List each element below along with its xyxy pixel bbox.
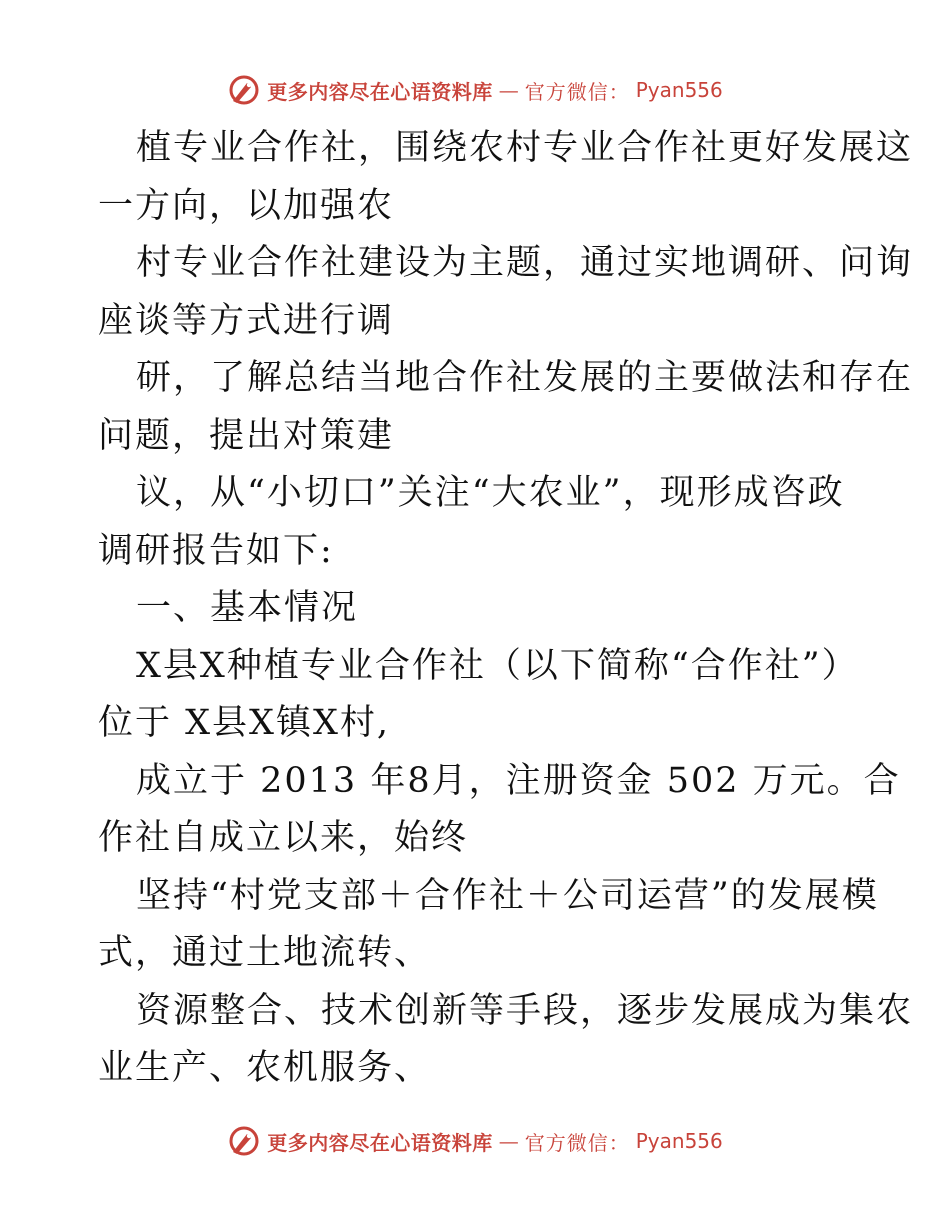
paragraph-line: X县X种植专业合作社（以下简称“合作社”）	[136, 645, 859, 686]
paragraph-line: 问题，提出对策建	[98, 415, 395, 456]
paragraph-line: 式，通过土地流转、	[98, 933, 432, 973]
paragraph-line: 座谈等方式进行调	[98, 300, 395, 341]
paragraph-line: 一方向，以加强农	[98, 185, 395, 226]
paragraph-line: 位于 X县X镇X村,	[98, 703, 391, 743]
watermark-wechat-label: 官方微信：	[524, 79, 630, 104]
paragraph-line: 研，了解总结当地合作社发展的主要做法和存在	[136, 358, 914, 398]
paragraph-line: 调研报告如下:	[98, 530, 334, 571]
paragraph-line: 议，从“小切口”关注“大农业”，现形成咨政	[136, 473, 845, 513]
paragraph-line: 植专业合作社，围绕农村专业合作社更好发展这	[136, 128, 914, 168]
watermark-wechat-label: 官方微信：	[524, 1130, 630, 1155]
pen-nib-logo-icon	[227, 1124, 261, 1158]
section-heading: 一、基本情况	[136, 588, 359, 628]
watermark-wechat-id: Pyan556	[635, 78, 723, 102]
pen-nib-logo-icon	[227, 73, 261, 107]
watermark-separator: —	[498, 1129, 519, 1153]
paragraph-line: 作社自成立以来，始终	[98, 818, 469, 858]
paragraph-line: 成立于 2013 年8月，注册资金 502 万元。合	[136, 760, 901, 801]
header-watermark	[0, 70, 950, 110]
watermark-main-text: 更多内容尽在心语资料库	[267, 1130, 493, 1155]
paragraph-line: 业生产、农机服务、	[98, 1048, 432, 1088]
watermark-separator: —	[498, 78, 519, 102]
document-body	[98, 120, 914, 1098]
paragraph-line: 村专业合作社建设为主题，通过实地调研、问询	[136, 243, 914, 283]
watermark-wechat-id: Pyan556	[635, 1129, 723, 1153]
watermark-main-text: 更多内容尽在心语资料库	[267, 79, 493, 104]
footer-watermark	[0, 1121, 950, 1161]
paragraph-line: 资源整合、技术创新等手段，逐步发展成为集农	[136, 990, 914, 1031]
paragraph-line: 坚持“村党支部＋合作社＋公司运营”的发展模	[136, 875, 879, 916]
